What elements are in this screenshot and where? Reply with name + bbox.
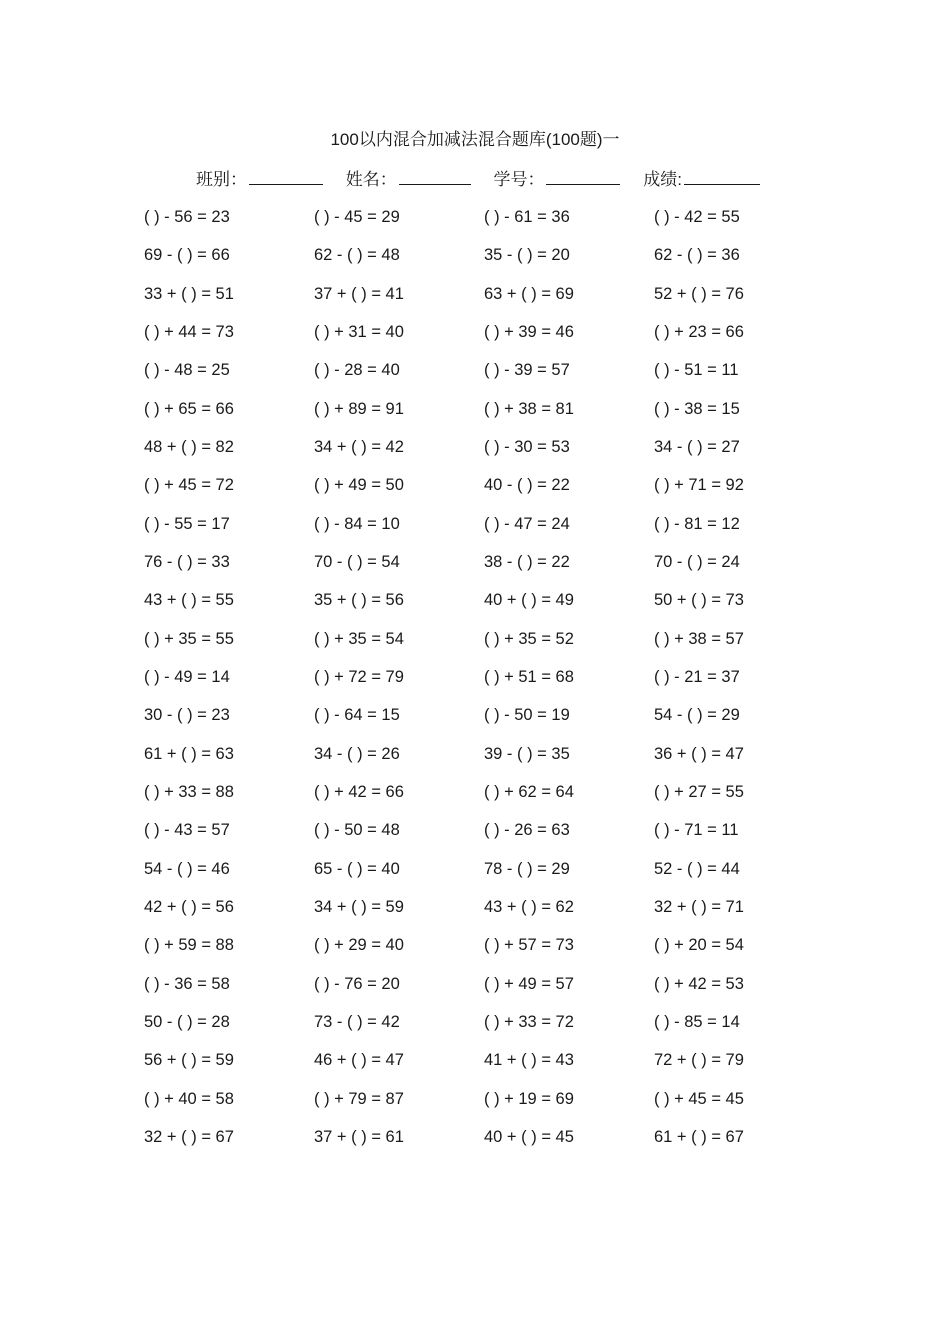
- score-field: [643, 166, 760, 193]
- math-problem: ( ) - 28 = 40: [314, 361, 400, 380]
- math-problem: 52 - ( ) = 44: [654, 859, 740, 878]
- math-problem: ( ) - 71 = 11: [654, 821, 739, 840]
- math-problem: ( ) + 57 = 73: [484, 936, 574, 955]
- math-problem: 34 - ( ) = 26: [314, 744, 400, 763]
- math-problem: 73 - ( ) = 42: [314, 1012, 400, 1031]
- math-problem: ( ) + 20 = 54: [654, 936, 744, 955]
- math-problem: ( ) + 59 = 88: [144, 936, 234, 955]
- math-problem: 43 + ( ) = 62: [484, 897, 574, 916]
- math-problem: 62 - ( ) = 48: [314, 246, 400, 265]
- name-label: 姓名：: [345, 170, 397, 189]
- student-id-blank[interactable]: [546, 166, 620, 185]
- math-problem: ( ) + 33 = 72: [484, 1012, 574, 1031]
- math-problem: ( ) + 71 = 92: [654, 476, 744, 495]
- math-problem: ( ) - 30 = 53: [484, 437, 570, 456]
- math-problem: 33 + ( ) = 51: [144, 284, 234, 303]
- math-problem: ( ) - 84 = 10: [314, 514, 400, 533]
- math-problem: 37 + ( ) = 41: [314, 284, 404, 303]
- class-field: [196, 166, 323, 193]
- score-blank[interactable]: [684, 166, 760, 185]
- math-problem: ( ) + 45 = 45: [654, 1089, 744, 1108]
- math-problem: ( ) - 49 = 14: [144, 667, 230, 686]
- math-problem: ( ) + 42 = 66: [314, 782, 404, 801]
- math-problem: ( ) + 40 = 58: [144, 1089, 234, 1108]
- math-problem: ( ) + 44 = 73: [144, 322, 234, 341]
- math-problem: 70 - ( ) = 24: [654, 552, 740, 571]
- math-problem: ( ) + 38 = 57: [654, 629, 744, 648]
- math-problem: ( ) + 35 = 52: [484, 629, 574, 648]
- math-problem: ( ) - 21 = 37: [654, 667, 740, 686]
- math-problem: ( ) - 81 = 12: [654, 514, 740, 533]
- math-problem: ( ) - 50 = 48: [314, 821, 400, 840]
- student-id-field: [493, 166, 620, 193]
- math-problem: ( ) + 39 = 46: [484, 322, 574, 341]
- math-problem: ( ) - 45 = 29: [314, 208, 400, 226]
- math-problem: 36 + ( ) = 47: [654, 744, 744, 763]
- math-problem: 50 + ( ) = 73: [654, 591, 744, 610]
- math-problem: 32 + ( ) = 67: [144, 1127, 234, 1146]
- math-problem: ( ) + 42 = 53: [654, 974, 744, 993]
- math-problem: 40 - ( ) = 22: [484, 476, 570, 495]
- math-problem: 62 - ( ) = 36: [654, 246, 740, 265]
- math-problem: ( ) - 39 = 57: [484, 361, 570, 380]
- math-problem: 41 + ( ) = 43: [484, 1051, 574, 1070]
- problem-grid: [144, 204, 824, 1162]
- math-problem: 38 - ( ) = 22: [484, 552, 570, 571]
- math-problem: ( ) - 76 = 20: [314, 974, 400, 993]
- math-problem: ( ) - 38 = 15: [654, 399, 740, 418]
- math-problem: ( ) - 61 = 36: [484, 208, 570, 226]
- math-problem: 61 + ( ) = 63: [144, 744, 234, 763]
- math-problem: 69 - ( ) = 66: [144, 246, 230, 265]
- math-problem: ( ) + 65 = 66: [144, 399, 234, 418]
- math-problem: ( ) + 35 = 55: [144, 629, 234, 648]
- name-blank[interactable]: [399, 166, 471, 185]
- math-problem: 54 - ( ) = 29: [654, 706, 740, 725]
- math-problem: ( ) - 36 = 58: [144, 974, 230, 993]
- math-problem: 78 - ( ) = 29: [484, 859, 570, 878]
- math-problem: ( ) - 64 = 15: [314, 706, 400, 725]
- math-problem: ( ) - 85 = 14: [654, 1012, 740, 1031]
- math-problem: ( ) - 55 = 17: [144, 514, 230, 533]
- name-field: [346, 166, 471, 193]
- math-problem: 30 - ( ) = 23: [144, 706, 230, 725]
- math-problem: 65 - ( ) = 40: [314, 859, 400, 878]
- student-id-label: 学号：: [493, 170, 545, 189]
- math-problem: 42 + ( ) = 56: [144, 897, 234, 916]
- math-problem: 76 - ( ) = 33: [144, 552, 230, 571]
- math-problem: 61 + ( ) = 67: [654, 1127, 744, 1146]
- math-problem: ( ) + 45 = 72: [144, 476, 234, 495]
- math-problem: 43 + ( ) = 55: [144, 591, 234, 610]
- score-label: 成绩:: [643, 170, 682, 189]
- math-problem: ( ) - 43 = 57: [144, 821, 230, 840]
- math-problem: ( ) + 27 = 55: [654, 782, 744, 801]
- math-problem: 63 + ( ) = 69: [484, 284, 574, 303]
- math-problem: 54 - ( ) = 46: [144, 859, 230, 878]
- math-problem: ( ) - 47 = 24: [484, 514, 570, 533]
- math-problem: 48 + ( ) = 82: [144, 437, 234, 456]
- math-problem: 56 + ( ) = 59: [144, 1051, 234, 1070]
- math-problem: ( ) + 79 = 87: [314, 1089, 404, 1108]
- student-info-row: [196, 166, 760, 192]
- math-problem: ( ) - 26 = 63: [484, 821, 570, 840]
- math-problem: ( ) + 38 = 81: [484, 399, 574, 418]
- math-problem: 40 + ( ) = 45: [484, 1127, 574, 1146]
- math-problem: ( ) - 50 = 19: [484, 706, 570, 725]
- math-problem: 50 - ( ) = 28: [144, 1012, 230, 1031]
- math-problem: 37 + ( ) = 61: [314, 1127, 404, 1146]
- math-problem: 40 + ( ) = 49: [484, 591, 574, 610]
- math-problem: ( ) + 49 = 57: [484, 974, 574, 993]
- math-problem: 35 + ( ) = 56: [314, 591, 404, 610]
- class-blank[interactable]: [249, 166, 323, 185]
- math-problem: ( ) - 51 = 11: [654, 361, 739, 380]
- math-problem: ( ) - 42 = 55: [654, 208, 740, 226]
- math-problem: 35 - ( ) = 20: [484, 246, 570, 265]
- math-problem: ( ) + 33 = 88: [144, 782, 234, 801]
- math-problem: 46 + ( ) = 47: [314, 1051, 404, 1070]
- math-problem: ( ) + 51 = 68: [484, 667, 574, 686]
- math-problem: ( ) + 35 = 54: [314, 629, 404, 648]
- class-label: 班别：: [196, 170, 247, 189]
- math-problem: ( ) + 89 = 91: [314, 399, 404, 418]
- math-problem: 34 + ( ) = 42: [314, 437, 404, 456]
- math-problem: ( ) + 23 = 66: [654, 322, 744, 341]
- math-problem: ( ) + 49 = 50: [314, 476, 404, 495]
- math-problem: 72 + ( ) = 79: [654, 1051, 744, 1070]
- math-problem: 34 + ( ) = 59: [314, 897, 404, 916]
- math-problem: ( ) - 48 = 25: [144, 361, 230, 380]
- math-problem: 70 - ( ) = 54: [314, 552, 400, 571]
- math-problem: 34 - ( ) = 27: [654, 437, 740, 456]
- math-problem: ( ) + 62 = 64: [484, 782, 574, 801]
- math-problem: 32 + ( ) = 71: [654, 897, 744, 916]
- math-problem: ( ) + 72 = 79: [314, 667, 404, 686]
- math-problem: 39 - ( ) = 35: [484, 744, 570, 763]
- math-problem: ( ) + 29 = 40: [314, 936, 404, 955]
- math-problem: ( ) - 56 = 23: [144, 208, 230, 226]
- math-problem: ( ) + 19 = 69: [484, 1089, 574, 1108]
- math-problem: ( ) + 31 = 40: [314, 322, 404, 341]
- page-title: 100以内混合加减法混合题库(100题)一: [330, 130, 620, 149]
- math-problem: 52 + ( ) = 76: [654, 284, 744, 303]
